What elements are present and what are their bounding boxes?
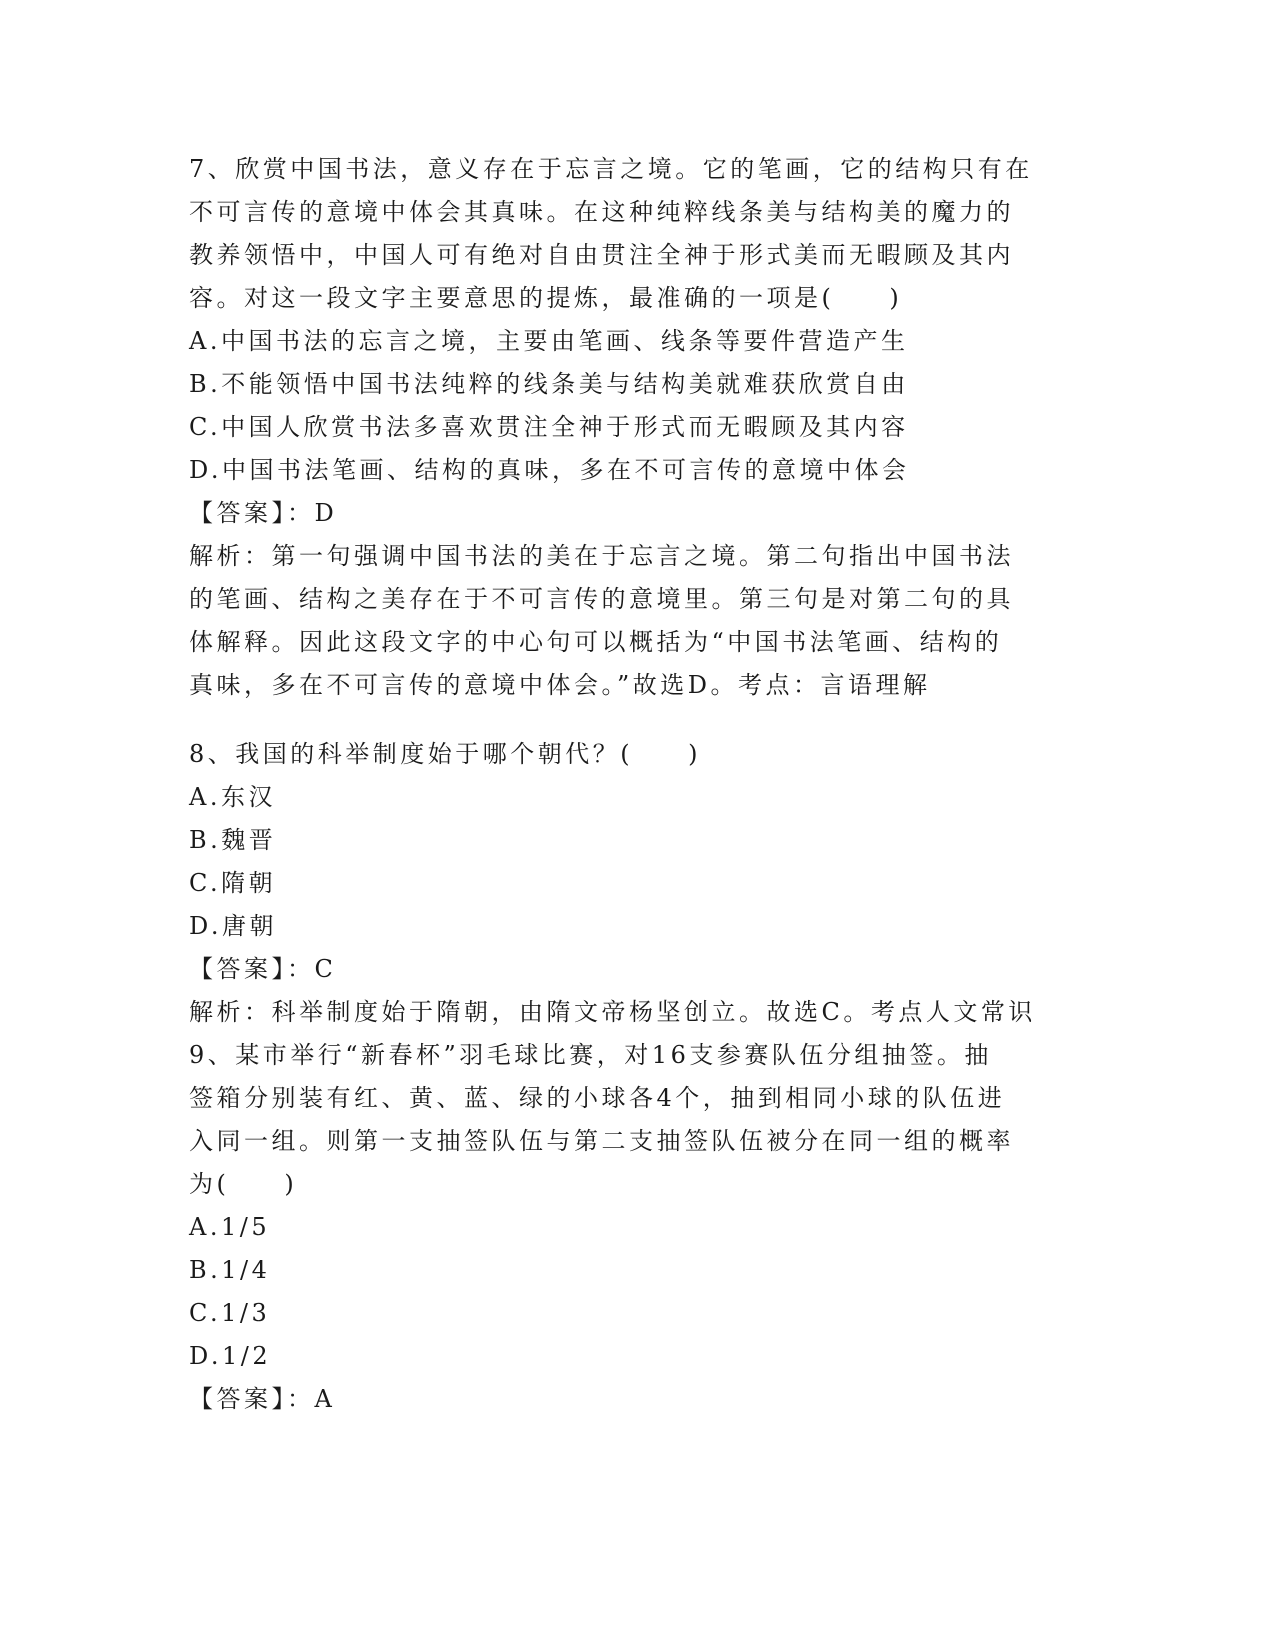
option-c: C.1/3 xyxy=(189,1299,271,1327)
question-stem-line: 8、我国的科举制度始于哪个朝代？( ) xyxy=(189,740,701,768)
answer-line: 【答案】：C xyxy=(189,955,337,983)
option-a: A.东汉 xyxy=(189,783,276,811)
option-b: B.魏晋 xyxy=(189,826,277,854)
question-stem-line: 容。对这一段文字主要意思的提炼，最准确的一项是( ) xyxy=(189,284,903,312)
question-stem-line: 不可言传的意境中体会其真味。在这种纯粹线条美与结构美的魔力的 xyxy=(189,198,1014,226)
question-stem-line: 为( ) xyxy=(189,1170,298,1198)
question-9 xyxy=(189,1034,1069,1421)
analysis-line: 的笔画、结构之美存在于不可言传的意境里。第三句是对第二句的具 xyxy=(189,585,1014,613)
question-7 xyxy=(189,148,1069,707)
option-a: A.中国书法的忘言之境，主要由笔画、线条等要件营造产生 xyxy=(189,327,909,355)
analysis-line: 真味，多在不可言传的意境中体会。”故选D。考点：言语理解 xyxy=(189,671,931,699)
question-stem-line: 教养领悟中，中国人可有绝对自由贯注全神于形式美而无暇顾及其内 xyxy=(189,241,1014,269)
option-b: B.不能领悟中国书法纯粹的线条美与结构美就难获欣赏自由 xyxy=(189,370,909,398)
option-d: D.唐朝 xyxy=(189,912,278,940)
option-c: C.中国人欣赏书法多喜欢贯注全神于形式而无暇顾及其内容 xyxy=(189,413,909,441)
option-d: D.中国书法笔画、结构的真味，多在不可言传的意境中体会 xyxy=(189,456,910,484)
question-stem-line: 9、某市举行“新春杯”羽毛球比赛，对16支参赛队伍分组抽签。抽 xyxy=(189,1041,992,1069)
option-b: B.1/4 xyxy=(189,1256,271,1284)
question-stem-line: 签箱分别装有红、黄、蓝、绿的小球各4个，抽到相同小球的队伍进 xyxy=(189,1084,1006,1112)
analysis-line: 解析：第一句强调中国书法的美在于忘言之境。第二句指出中国书法 xyxy=(189,542,1014,570)
analysis-line: 解析：科举制度始于隋朝，由隋文帝杨坚创立。故选C。考点人文常识 xyxy=(189,998,1036,1026)
question-stem-line: 7、欣赏中国书法，意义存在于忘言之境。它的笔画，它的结构只有在 xyxy=(189,155,1033,183)
question-stem-line: 入同一组。则第一支抽签队伍与第二支抽签队伍被分在同一组的概率 xyxy=(189,1127,1014,1155)
option-d: D.1/2 xyxy=(189,1342,272,1370)
answer-line: 【答案】：A xyxy=(189,1385,336,1413)
answer-line: 【答案】：D xyxy=(189,499,338,527)
analysis-line: 体解释。因此这段文字的中心句可以概括为“中国书法笔画、结构的 xyxy=(189,628,1003,656)
option-a: A.1/5 xyxy=(189,1213,271,1241)
option-c: C.隋朝 xyxy=(189,869,277,897)
question-8 xyxy=(189,733,1069,1034)
